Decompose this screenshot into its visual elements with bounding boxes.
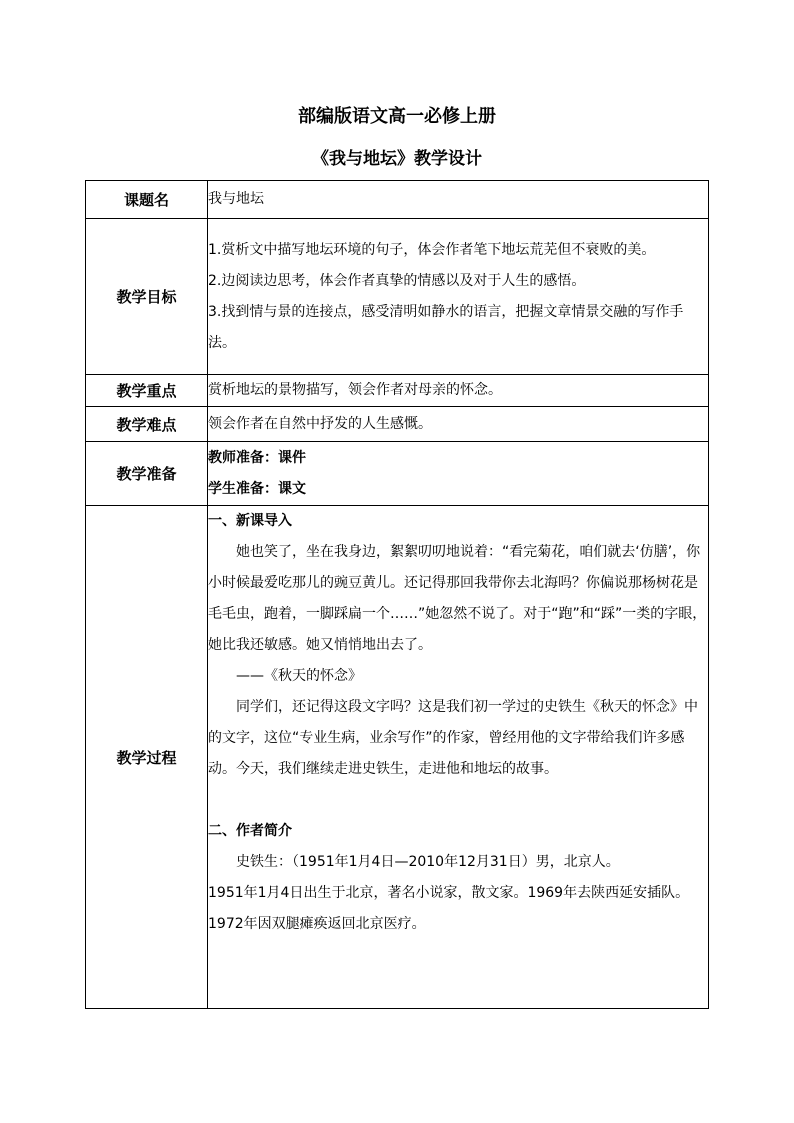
difficulty-label: 教学难点 bbox=[86, 407, 208, 442]
topic-value: 我与地坛 bbox=[208, 181, 709, 219]
goal-item: 1.赏析文中描写地坛环境的句子，体会作者笔下地坛荒芜但不衰败的美。 bbox=[208, 241, 656, 258]
table-row-topic bbox=[86, 181, 709, 219]
student-prep: 学生准备：课文 bbox=[208, 480, 306, 497]
focus-value: 赏析地坛的景物描写，领会作者对母亲的怀念。 bbox=[208, 375, 709, 407]
goal-item: 3.找到情与景的连接点，感受清明如静水的语言，把握文章情景交融的写作手法。 bbox=[208, 303, 684, 351]
lesson-plan-table bbox=[85, 180, 709, 1009]
intro-paragraph: 同学们，还记得这段文字吗？这是我们初一学过的史铁生《秋天的怀念》中的文字，这位“专业生病，业余写作”的作家，曾经用他的文字带给我们许多感动。今天，我们继续走进史铁生，走进他和地坛的故事。 bbox=[208, 699, 698, 777]
topic-label: 课题名 bbox=[86, 181, 208, 219]
quote-paragraph: 她也笑了，坐在我身边，絮絮叨叨地说着：“看完菊花，咱们就去‘仿膳’，你小时候最爱吃那儿的豌豆黄儿。还记得那回我带你去北海吗？你偏说那杨树花是毛毛虫，跑着，一脚踩扁一个……”她忽然不说了。对于“跑”和“踩”一类的字眼，她比我还敏感。她又悄悄地出去了。 bbox=[208, 544, 707, 653]
table-row-difficulty bbox=[86, 407, 709, 442]
table-row-process bbox=[86, 506, 709, 1009]
document-subtitle: 《我与地坛》教学设计 bbox=[312, 149, 482, 169]
section-heading: 一、新课导入 bbox=[208, 513, 292, 529]
process-content bbox=[208, 506, 709, 1009]
author-line: 史铁生：（1951年1月4日—2010年12月31日）男，北京人。 bbox=[236, 854, 620, 870]
author-line: 1951年1月4日出生于北京，著名小说家，散文家。1969年去陕西延安插队。1972年因双腿瘫痪返回北京医疗。 bbox=[208, 885, 690, 932]
teacher-prep: 教师准备：课件 bbox=[208, 449, 306, 466]
goals-content bbox=[208, 219, 709, 375]
difficulty-value: 领会作者在自然中抒发的人生感慨。 bbox=[208, 407, 709, 442]
prep-label: 教学准备 bbox=[86, 442, 208, 506]
table-row-prep bbox=[86, 442, 709, 506]
table-row-focus bbox=[86, 375, 709, 407]
prep-content bbox=[208, 442, 709, 506]
goals-label: 教学目标 bbox=[86, 219, 208, 375]
focus-label: 教学重点 bbox=[86, 375, 208, 407]
spacer bbox=[208, 785, 708, 816]
table-row-goals bbox=[86, 219, 709, 375]
goal-item: 2.边阅读边思考，体会作者真挚的情感以及对于人生的感悟。 bbox=[208, 272, 586, 289]
process-label: 教学过程 bbox=[86, 506, 208, 1009]
section-heading: 二、作者简介 bbox=[208, 823, 292, 839]
document-title: 部编版语文高一必修上册 bbox=[298, 106, 496, 127]
quote-source: ——《秋天的怀念》 bbox=[236, 668, 362, 684]
